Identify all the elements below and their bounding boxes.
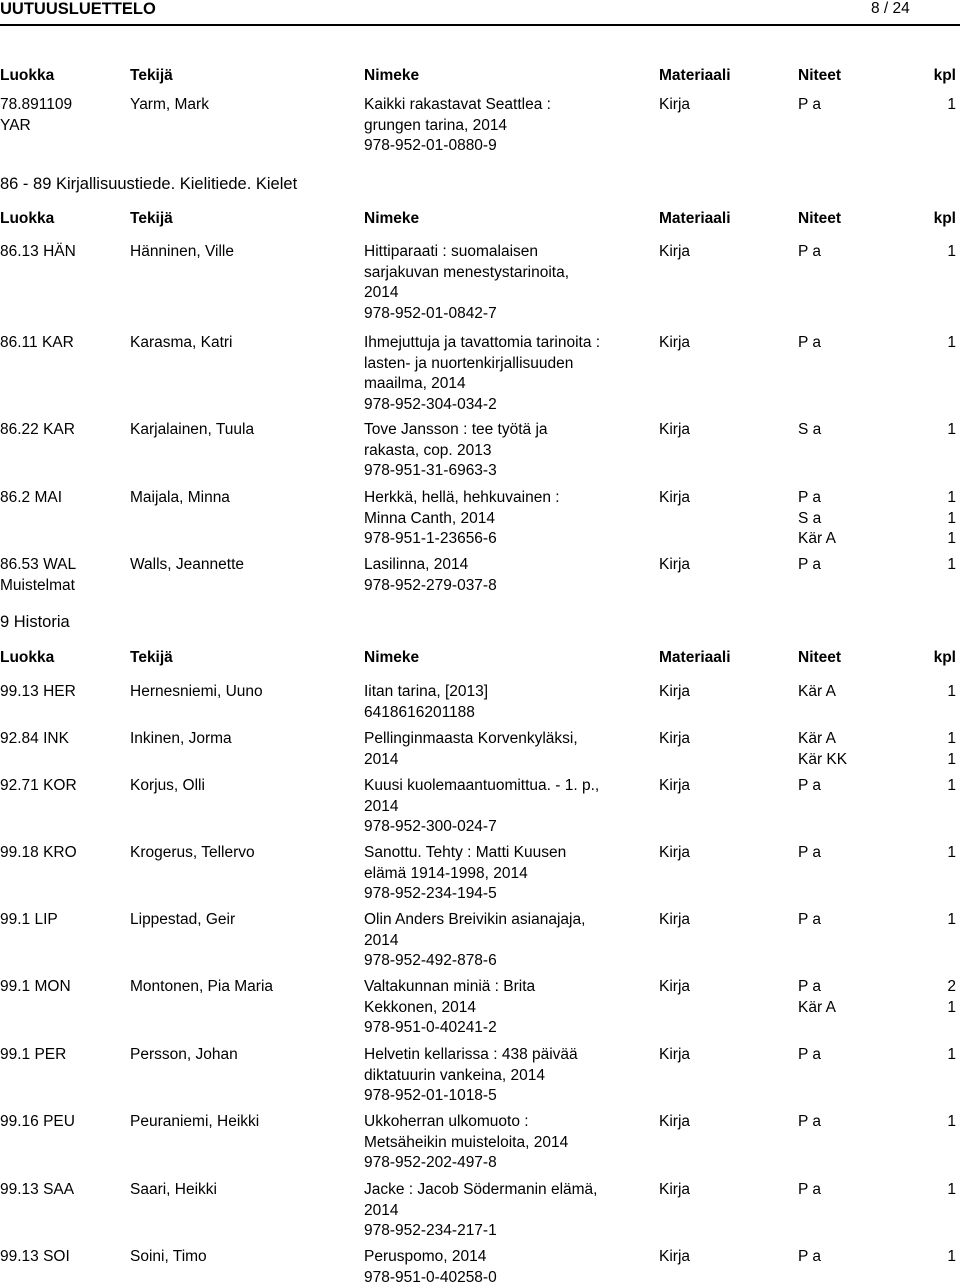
entry-nimeke-line: 2014: [364, 797, 654, 818]
entry-nimeke-line: Jacke : Jacob Södermanin elämä,: [364, 1180, 654, 1201]
entry-tekija: [130, 977, 355, 998]
entry-nimeke-line: 6418616201188: [364, 703, 654, 724]
entry-materiaali: [659, 776, 789, 797]
entry-kpl-line: 1: [920, 333, 956, 354]
entry-kpl: [920, 1045, 956, 1066]
entry-materiaali-line: Kirja: [659, 729, 789, 750]
entry-luokka-line: 86.11 KAR: [0, 333, 125, 354]
entry-tekija: [130, 420, 355, 441]
entry-luokka-line: 99.13 SOI: [0, 1247, 125, 1268]
entry-tekija: [130, 1180, 355, 1201]
entry-niteet-line: Kär A: [798, 529, 918, 550]
entry-nimeke: [364, 1045, 654, 1107]
entry-niteet-line: P a: [798, 1180, 918, 1201]
entry-niteet: [798, 682, 918, 703]
entry-materiaali-line: Kirja: [659, 333, 789, 354]
entry-luokka: [0, 843, 125, 864]
entry-niteet-line: P a: [798, 977, 918, 998]
entry-niteet-line: P a: [798, 95, 918, 116]
entry-luokka-line: 99.13 HER: [0, 682, 125, 703]
entry-kpl-line: 1: [920, 555, 956, 576]
entry-kpl: [920, 682, 956, 703]
entry-nimeke-line: Kuusi kuolemaantuomittua. - 1. p.,: [364, 776, 654, 797]
entry-materiaali: [659, 977, 789, 998]
entry-materiaali: [659, 95, 789, 116]
entry-luokka: [0, 1045, 125, 1066]
entry-tekija-line: Karjalainen, Tuula: [130, 420, 355, 441]
entry-kpl: [920, 910, 956, 931]
entry-luokka: [0, 555, 125, 596]
entry-tekija-line: Peuraniemi, Heikki: [130, 1112, 355, 1133]
entry-niteet: [798, 95, 918, 116]
entry-niteet: [798, 776, 918, 797]
entry-niteet-line: P a: [798, 843, 918, 864]
entry-nimeke-line: Metsäheikin muisteloita, 2014: [364, 1133, 654, 1154]
entry-niteet: [798, 977, 918, 1018]
entry-nimeke: [364, 843, 654, 905]
entry-materiaali: [659, 242, 789, 263]
entry-niteet: [798, 420, 918, 441]
entry-niteet-line: Kär A: [798, 682, 918, 703]
entry-tekija-line: Hernesniemi, Uuno: [130, 682, 355, 703]
entry-niteet-line: Kär A: [798, 998, 918, 1019]
entry-kpl: [920, 333, 956, 354]
entry-niteet: [798, 242, 918, 263]
entry-tekija: [130, 843, 355, 864]
entry-nimeke-line: grungen tarina, 2014: [364, 116, 654, 137]
entry-kpl-line: 1: [920, 1247, 956, 1268]
entry-nimeke: [364, 1180, 654, 1242]
entry-materiaali: [659, 333, 789, 354]
entry-kpl-line: 1: [920, 1112, 956, 1133]
entry-niteet: [798, 1112, 918, 1133]
entry-luokka-line: 92.84 INK: [0, 729, 125, 750]
entry-luokka: [0, 910, 125, 931]
entry-niteet-line: P a: [798, 1247, 918, 1268]
entry-tekija-line: Maijala, Minna: [130, 488, 355, 509]
entry-nimeke: [364, 1247, 654, 1288]
entry-nimeke-line: Olin Anders Breivikin asianajaja,: [364, 910, 654, 931]
entry-kpl: [920, 729, 956, 770]
entry-luokka-line: 86.53 WAL: [0, 555, 125, 576]
entry-niteet: [798, 910, 918, 931]
entry-nimeke-line: 978-952-01-0842-7: [364, 304, 654, 325]
column-header-luokka: Luokka: [0, 648, 125, 669]
entry-materiaali: [659, 682, 789, 703]
entry-kpl-line: 1: [920, 529, 956, 550]
entry-kpl-line: 1: [920, 998, 956, 1019]
entry-tekija: [130, 333, 355, 354]
entry-materiaali: [659, 1180, 789, 1201]
entry-nimeke: [364, 729, 654, 770]
entry-niteet-line: P a: [798, 555, 918, 576]
entry-nimeke-line: Peruspomo, 2014: [364, 1247, 654, 1268]
entry-materiaali-line: Kirja: [659, 555, 789, 576]
column-header-luokka: Luokka: [0, 209, 125, 230]
entry-tekija: [130, 1247, 355, 1268]
entry-niteet-line: P a: [798, 333, 918, 354]
entry-nimeke: [364, 682, 654, 723]
column-header-materiaali: Materiaali: [659, 209, 789, 230]
entry-niteet: [798, 488, 918, 550]
entry-luokka-line: 86.2 MAI: [0, 488, 125, 509]
entry-nimeke-line: 2014: [364, 931, 654, 952]
entry-kpl-line: 1: [920, 1045, 956, 1066]
entry-tekija-line: Soini, Timo: [130, 1247, 355, 1268]
column-header-kpl: kpl: [920, 209, 956, 230]
column-header-kpl: kpl: [920, 648, 956, 669]
entry-materiaali: [659, 1112, 789, 1133]
entry-niteet-line: P a: [798, 242, 918, 263]
entry-nimeke-line: Valtakunnan miniä : Brita: [364, 977, 654, 998]
entry-niteet: [798, 333, 918, 354]
entry-tekija: [130, 729, 355, 750]
column-header-kpl: kpl: [920, 66, 956, 87]
entry-niteet-line: Kär KK: [798, 750, 918, 771]
entry-tekija: [130, 242, 355, 263]
entry-tekija: [130, 776, 355, 797]
entry-nimeke-line: Iitan tarina, [2013]: [364, 682, 654, 703]
entry-nimeke: [364, 420, 654, 482]
entry-niteet: [798, 1247, 918, 1268]
entry-materiaali-line: Kirja: [659, 1112, 789, 1133]
entry-nimeke-line: Sanottu. Tehty : Matti Kuusen: [364, 843, 654, 864]
entry-nimeke-line: 978-952-01-1018-5: [364, 1086, 654, 1107]
column-header-nimeke: Nimeke: [364, 66, 654, 87]
entry-nimeke-line: 978-952-01-0880-9: [364, 136, 654, 157]
entry-kpl-line: 1: [920, 1180, 956, 1201]
entry-tekija: [130, 682, 355, 703]
entry-nimeke-line: lasten- ja nuortenkirjallisuuden: [364, 354, 654, 375]
column-header-tekija: Tekijä: [130, 209, 355, 230]
entry-nimeke-line: Minna Canth, 2014: [364, 509, 654, 530]
entry-kpl: [920, 488, 956, 550]
entry-kpl-line: 1: [920, 509, 956, 530]
entry-kpl: [920, 1247, 956, 1268]
entry-niteet: [798, 1045, 918, 1066]
entry-nimeke-line: 978-952-304-034-2: [364, 395, 654, 416]
entry-niteet: [798, 729, 918, 770]
entry-nimeke-line: 978-952-300-024-7: [364, 817, 654, 838]
entry-luokka-line: Muistelmat: [0, 576, 125, 597]
entry-luokka-line: 99.16 PEU: [0, 1112, 125, 1133]
entry-nimeke-line: Herkkä, hellä, hehkuvainen :: [364, 488, 654, 509]
entry-tekija: [130, 910, 355, 931]
column-header-materiaali: Materiaali: [659, 648, 789, 669]
entry-materiaali-line: Kirja: [659, 910, 789, 931]
entry-nimeke-line: Pellinginmaasta Korvenkyläksi,: [364, 729, 654, 750]
entry-kpl: [920, 843, 956, 864]
entry-tekija: [130, 555, 355, 576]
entry-nimeke-line: 978-952-234-194-5: [364, 884, 654, 905]
entry-kpl-line: 1: [920, 843, 956, 864]
entry-luokka: [0, 682, 125, 703]
column-header-niteet: Niteet: [798, 209, 918, 230]
entry-kpl: [920, 977, 956, 1018]
entry-niteet-line: P a: [798, 1045, 918, 1066]
entry-tekija-line: Persson, Johan: [130, 1045, 355, 1066]
entry-tekija-line: Karasma, Katri: [130, 333, 355, 354]
entry-materiaali-line: Kirja: [659, 776, 789, 797]
entry-kpl: [920, 420, 956, 441]
entry-materiaali-line: Kirja: [659, 1180, 789, 1201]
section-heading: 9 Historia: [0, 612, 70, 633]
entry-kpl: [920, 1112, 956, 1133]
entry-luokka-line: YAR: [0, 116, 125, 137]
entry-materiaali: [659, 843, 789, 864]
entry-luokka-line: 99.1 PER: [0, 1045, 125, 1066]
entry-materiaali-line: Kirja: [659, 242, 789, 263]
entry-niteet-line: P a: [798, 1112, 918, 1133]
entry-nimeke-line: maailma, 2014: [364, 374, 654, 395]
entry-tekija-line: Walls, Jeannette: [130, 555, 355, 576]
entry-nimeke-line: elämä 1914-1998, 2014: [364, 864, 654, 885]
entry-luokka: [0, 1247, 125, 1268]
entry-luokka-line: 86.22 KAR: [0, 420, 125, 441]
entry-nimeke: [364, 242, 654, 324]
header-divider: [0, 24, 960, 26]
entry-luokka-line: 99.18 KRO: [0, 843, 125, 864]
entry-nimeke-line: rakasta, cop. 2013: [364, 441, 654, 462]
column-header-luokka: Luokka: [0, 66, 125, 87]
entry-luokka: [0, 1112, 125, 1133]
entry-luokka-line: 78.891109: [0, 95, 125, 116]
entry-nimeke-line: Lasilinna, 2014: [364, 555, 654, 576]
entry-materiaali-line: Kirja: [659, 1247, 789, 1268]
entry-luokka: [0, 488, 125, 509]
entry-kpl-line: 1: [920, 776, 956, 797]
entry-nimeke-line: 2014: [364, 750, 654, 771]
entry-kpl: [920, 1180, 956, 1201]
entry-nimeke-line: 978-952-234-217-1: [364, 1221, 654, 1242]
entry-kpl-line: 1: [920, 910, 956, 931]
entry-nimeke-line: Tove Jansson : tee työtä ja: [364, 420, 654, 441]
entry-luokka: [0, 333, 125, 354]
entry-tekija-line: Lippestad, Geir: [130, 910, 355, 931]
entry-kpl: [920, 95, 956, 116]
entry-materiaali: [659, 555, 789, 576]
entry-nimeke-line: 978-952-202-497-8: [364, 1153, 654, 1174]
column-header-niteet: Niteet: [798, 66, 918, 87]
entry-tekija-line: Hänninen, Ville: [130, 242, 355, 263]
entry-luokka-line: 99.1 LIP: [0, 910, 125, 931]
entry-nimeke: [364, 333, 654, 415]
entry-niteet-line: Kär A: [798, 729, 918, 750]
entry-luokka: [0, 95, 125, 136]
entry-luokka: [0, 420, 125, 441]
entry-nimeke-line: Helvetin kellarissa : 438 päivää: [364, 1045, 654, 1066]
entry-luokka: [0, 729, 125, 750]
entry-materiaali: [659, 488, 789, 509]
entry-kpl-line: 1: [920, 420, 956, 441]
entry-materiaali-line: Kirja: [659, 488, 789, 509]
entry-tekija-line: Montonen, Pia Maria: [130, 977, 355, 998]
entry-nimeke: [364, 1112, 654, 1174]
entry-nimeke-line: 978-952-492-878-6: [364, 951, 654, 972]
entry-niteet: [798, 843, 918, 864]
section-heading: 86 - 89 Kirjallisuustiede. Kielitiede. Kielet: [0, 174, 297, 195]
page-header: [0, 0, 960, 22]
document-title: UUTUUSLUETTELO: [0, 0, 156, 20]
column-header-nimeke: Nimeke: [364, 209, 654, 230]
entry-materiaali-line: Kirja: [659, 95, 789, 116]
entry-nimeke-line: 2014: [364, 1201, 654, 1222]
entry-kpl-line: 1: [920, 729, 956, 750]
column-header-materiaali: Materiaali: [659, 66, 789, 87]
entry-nimeke-line: Ukkoherran ulkomuoto :: [364, 1112, 654, 1133]
entry-tekija-line: Yarm, Mark: [130, 95, 355, 116]
entry-nimeke-line: 978-952-279-037-8: [364, 576, 654, 597]
entry-tekija-line: Inkinen, Jorma: [130, 729, 355, 750]
entry-niteet-line: P a: [798, 910, 918, 931]
entry-materiaali: [659, 910, 789, 931]
entry-kpl-line: 1: [920, 95, 956, 116]
entry-nimeke: [364, 555, 654, 596]
entry-tekija: [130, 95, 355, 116]
entry-kpl-line: 1: [920, 488, 956, 509]
entry-nimeke-line: 978-951-0-40258-0: [364, 1268, 654, 1288]
entry-tekija: [130, 488, 355, 509]
entry-tekija-line: Korjus, Olli: [130, 776, 355, 797]
entry-niteet-line: S a: [798, 420, 918, 441]
entry-niteet-line: P a: [798, 488, 918, 509]
entry-luokka-line: 99.13 SAA: [0, 1180, 125, 1201]
entry-tekija-line: Saari, Heikki: [130, 1180, 355, 1201]
entry-nimeke-line: Hittiparaati : suomalaisen: [364, 242, 654, 263]
entry-nimeke-line: Ihmejuttuja ja tavattomia tarinoita :: [364, 333, 654, 354]
entry-materiaali-line: Kirja: [659, 977, 789, 998]
entry-luokka: [0, 1180, 125, 1201]
entry-tekija: [130, 1045, 355, 1066]
entry-kpl: [920, 242, 956, 263]
entry-nimeke: [364, 910, 654, 972]
entry-materiaali-line: Kirja: [659, 682, 789, 703]
entry-niteet-line: P a: [798, 776, 918, 797]
entry-luokka: [0, 776, 125, 797]
page-number: 8 / 24: [871, 0, 910, 20]
entry-luokka-line: 86.13 HÄN: [0, 242, 125, 263]
entry-nimeke-line: sarjakuvan menestystarinoita,: [364, 263, 654, 284]
entry-nimeke: [364, 95, 654, 157]
entry-kpl: [920, 776, 956, 797]
entry-kpl-line: 1: [920, 750, 956, 771]
entry-materiaali-line: Kirja: [659, 843, 789, 864]
entry-materiaali-line: Kirja: [659, 1045, 789, 1066]
entry-materiaali: [659, 1045, 789, 1066]
entry-niteet-line: S a: [798, 509, 918, 530]
entry-luokka-line: 99.1 MON: [0, 977, 125, 998]
entry-kpl-line: 2: [920, 977, 956, 998]
entry-nimeke-line: diktatuurin vankeina, 2014: [364, 1066, 654, 1087]
column-header-tekija: Tekijä: [130, 648, 355, 669]
entry-nimeke-line: 978-951-31-6963-3: [364, 461, 654, 482]
entry-nimeke-line: 2014: [364, 283, 654, 304]
entry-tekija: [130, 1112, 355, 1133]
entry-luokka: [0, 977, 125, 998]
entry-nimeke-line: Kaikki rakastavat Seattlea :: [364, 95, 654, 116]
entry-materiaali: [659, 729, 789, 750]
entry-materiaali: [659, 420, 789, 441]
entry-kpl-line: 1: [920, 242, 956, 263]
entry-materiaali-line: Kirja: [659, 420, 789, 441]
column-header-tekija: Tekijä: [130, 66, 355, 87]
entry-nimeke: [364, 776, 654, 838]
entry-luokka: [0, 242, 125, 263]
entry-luokka-line: 92.71 KOR: [0, 776, 125, 797]
entry-niteet: [798, 555, 918, 576]
entry-kpl-line: 1: [920, 682, 956, 703]
column-header-nimeke: Nimeke: [364, 648, 654, 669]
entry-nimeke-line: 978-951-0-40241-2: [364, 1018, 654, 1039]
entry-nimeke: [364, 488, 654, 550]
entry-materiaali: [659, 1247, 789, 1268]
entry-kpl: [920, 555, 956, 576]
entry-nimeke-line: 978-951-1-23656-6: [364, 529, 654, 550]
entry-nimeke-line: Kekkonen, 2014: [364, 998, 654, 1019]
entry-nimeke: [364, 977, 654, 1039]
column-header-niteet: Niteet: [798, 648, 918, 669]
entry-niteet: [798, 1180, 918, 1201]
entry-tekija-line: Krogerus, Tellervo: [130, 843, 355, 864]
